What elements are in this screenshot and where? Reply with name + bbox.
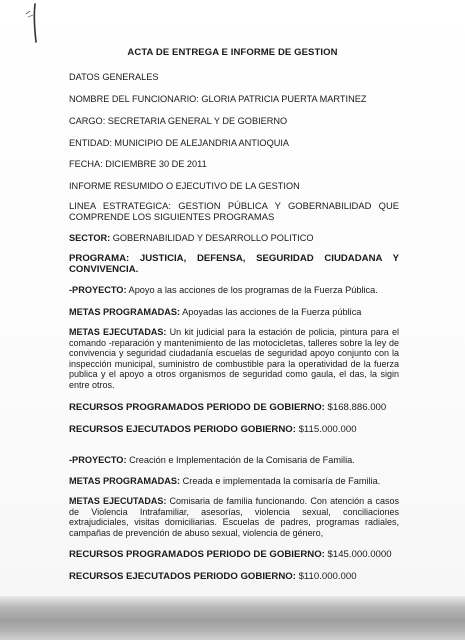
recursos-programados-2 — [69, 549, 392, 560]
metas-programadas-2-value: Creada e implementada la comisaría de Familia. — [180, 476, 381, 486]
metas-ejecutadas-1-label: METAS EJECUTADAS: — [69, 327, 167, 337]
scan-edge-shadow — [0, 596, 465, 640]
recursos-ejecutados-2-value: $110.000.000 — [295, 571, 357, 582]
recursos-programados-2-label: RECURSOS PROGRAMADOS PERIODO DE GOBIERNO: — [69, 549, 325, 560]
recursos-ejecutados-1-label: RECURSOS EJECUTADOS PERIODO GOBIERNO: — [69, 424, 296, 435]
metas-programadas-1-value: Apoyadas las acciones de la Fuerza pública — [180, 307, 362, 317]
metas-ejecutadas-1-value: Un kit judicial para la estación de policia, pintura para el comando -reparación y mantenimiento de las motocicletas, talleres sobre la ley de convivencia y seguridad ciudadanía escuelas de seguridad apoyo conjunto con la inspección municipal, suministro de combustible para la operatividad de la fuerza publica y el apoyo a otros organismos de seguridad como gaula, el das, la sigin entre otros. — [69, 327, 399, 390]
metas-programadas-1-label: METAS PROGRAMADAS: — [69, 307, 181, 317]
proyecto-1-line — [69, 285, 378, 296]
recursos-ejecutados-1-value: $115.000.000 — [295, 424, 357, 435]
proyecto-1-label: -PROYECTO: — [69, 285, 127, 295]
recursos-ejecutados-2-label: RECURSOS EJECUTADOS PERIODO GOBIERNO: — [69, 571, 296, 582]
pen-mark-icon — [10, 2, 46, 46]
proyecto-2-label: -PROYECTO: — [69, 455, 127, 465]
sector-label: SECTOR: — [69, 233, 111, 243]
metas-programadas-2-line — [69, 476, 380, 487]
fecha-line: FECHA: DICIEMBRE 30 DE 2011 — [69, 159, 207, 169]
funcionario-line: NOMBRE DEL FUNCIONARIO: GLORIA PATRICIA PUERTA MARTINEZ — [69, 94, 367, 104]
document-title: ACTA DE ENTREGA E INFORME DE GESTION — [127, 47, 338, 58]
recursos-ejecutados-1 — [69, 424, 357, 435]
metas-ejecutadas-2 — [69, 496, 399, 538]
sector-value: GOBERNABILIDAD Y DESARROLLO POLITICO — [110, 233, 314, 243]
recursos-programados-1-label: RECURSOS PROGRAMADOS PERIODO DE GOBIERNO: — [69, 402, 325, 413]
proyecto-2-value: Creación e Implementación de la Comisaria de Familia. — [126, 455, 355, 465]
sector-line — [69, 233, 314, 244]
datos-generales-heading: DATOS GENERALES — [69, 72, 159, 82]
proyecto-1-value: Apoyo a las acciones de los programas de la Fuerza Pública. — [126, 285, 378, 295]
recursos-programados-1-value: $168.886.000 — [324, 402, 387, 413]
recursos-programados-1 — [69, 402, 386, 413]
programa-heading: PROGRAMA: JUSTICIA, DEFENSA, SEGURIDAD CIUDADANA Y CONVIVENCIA. — [69, 253, 399, 275]
metas-ejecutadas-2-label: METAS EJECUTADAS: — [69, 496, 167, 506]
cargo-line: CARGO: SECRETARIA GENERAL Y DE GOBIERNO — [69, 116, 288, 126]
entidad-line: ENTIDAD: MUNICIPIO DE ALEJANDRIA ANTIOQUIA — [69, 138, 290, 148]
recursos-ejecutados-2 — [69, 571, 357, 582]
metas-programadas-1-line — [69, 307, 361, 318]
recursos-programados-2-value: $145.000.0000 — [324, 549, 392, 560]
metas-ejecutadas-1 — [69, 327, 399, 391]
linea-estrategica: LINEA ESTRATEGICA: GESTION PÚBLICA Y GOBERNABILIDAD QUE COMPRENDE LOS SIGUIENTES PROGRAMAS — [69, 200, 399, 222]
proyecto-2-line — [69, 455, 355, 466]
metas-ejecutadas-2-value: Comisaria de familia funcionando. Con atención a casos de Violencia Intrafamiliar, asesorías, violencia sexual, conciliaciones extrajudiciales, visitas domiciliarias. Escuelas de padres, programas radiales, campañas de prevención de abuso sexual, violencia de género, — [69, 496, 399, 538]
metas-programadas-2-label: METAS PROGRAMADAS: — [69, 476, 181, 486]
informe-heading: INFORME RESUMIDO O EJECUTIVO DE LA GESTION — [69, 181, 300, 191]
